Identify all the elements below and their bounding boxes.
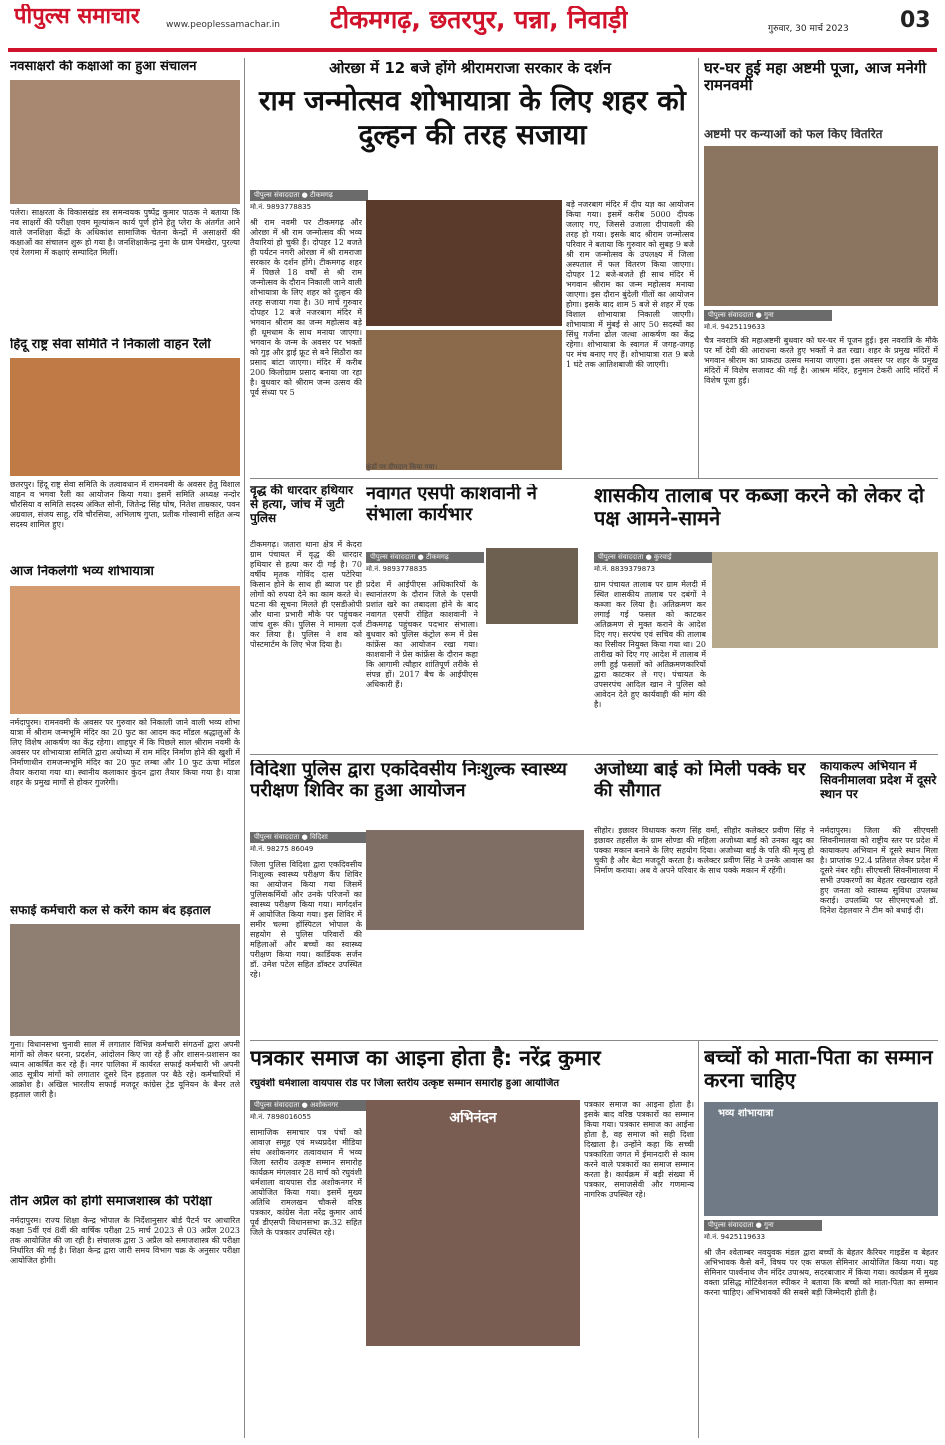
photo-temple-lights	[366, 200, 562, 326]
left-a4-body: गुना। विधानसभा चुनावी साल में लगातार विभिन्न कर्मचारी संगठनों द्वारा अपनी मांगों को लेकर धरना, प्रदर्शन, आंदोलन किए जा रहे हैं और शासन-प्रशासन का ध्यान आकर्षित कर रहे हैं। नगर पालिका में कार्यरत सफाई कर्मचारी भी अपनी आठ सूत्रीय मांगों को लगातार दूसरे दिन हड़ताल पर बैठे रहे। कर्मचारियों में आक्रोश है। अखिल भारतीय सफाई मजदूर कांग्रेस ट्रेड यूनियन के बैनर तले हड़ताल जारी है।	[10, 1040, 240, 1099]
mid-a6-title: कायाकल्प अभियान में सिवनीमालवा प्रदेश में दूसरे स्थान पर	[820, 760, 937, 801]
lead-kicker: ओरछा में 12 बजे होंगे श्रीरामराजा सरकार के दर्शन	[329, 60, 611, 77]
mid-a5-title: अजोध्या बाई को मिली पक्के घर की सौगात	[594, 760, 806, 801]
logo: पीपुल्स समाचार	[14, 4, 140, 29]
mid-a1-title: वृद्ध की धारदार हथियार से हत्या, जांच में जुटी पुलिस	[250, 484, 354, 525]
left-a4-title: सफाई कर्मचारी कल से करेंगे काम बंद हड़ताल	[10, 904, 211, 917]
left-a5-title: तीन अप्रैल को होगी समाजशास्त्र की परीक्षा	[10, 1195, 212, 1209]
lead-mobile: मो.नं. 9893778835	[250, 203, 312, 211]
mid-a1-body: टीकमगढ़। जतारा थाना क्षेत्र में केदरा ग्राम पंचायत में वृद्ध की धारदार हथियार से हत्या कर दी गई है। 70 वर्षीय मृतक गोविंद दास पटेरिया किसान होने के साथ ही ब्याज पर ही लोगों को रुपया देने का काम करते थे। घटना की सूचना मिलते ही एसडीओपी और थाना प्रभारी मौके पर पहुंचकर जांच शुरू की। पुलिस ने मामला दर्ज कर लिया है। पुलिस ने शव को पोस्टमार्टम के लिए भेज दिया है।	[250, 540, 362, 649]
mid-a4-title: विदिशा पुलिस द्वारा एकदिवसीय निःशुल्क स्वास्थ्य परीक्षण शिविर का हुआ आयोजन	[250, 760, 567, 801]
left-a2-title: हिंदू राष्ट्र सेवा समिति ने निकाली वाहन रैली	[10, 338, 211, 352]
mid-a3-byline: पीपुल्स संवाददाता ● कुरवाई	[594, 552, 722, 563]
lower-body-1: सामाजिक समाचार पत्र पंचों को आवाज़ समूह एवं मध्यप्रदेश मीडिया संघ अशोकनगर तत्वावधान में भव्य जिला स्तरीय उत्कृष्ट सम्मान समारोह कार्यक्रम मंगलवार 28 मार्च को रघुवंशी धर्मशाला वायपास रोड अशोकनगर में आयोजित किया गया। इसमें मुख्य अतिथि रामलखन चौकसे वरिष्ठ पत्रकार, कांग्रेस नेता नरेंद्र कुमार आर्य पूर्व डीएसपी विधानसभा क्र.32 सहित जिले के पत्रकार उपस्थित रहे।	[250, 1128, 362, 1237]
left-a1-body: पलेरा। साक्षरता के विकासखंड स्त्र समन्वयक पुष्पेंद्र कुमार पाठक ने बताया कि नव साक्षरों की परीक्षा एवम मूल्यांकन कार्य पूर्ण होने हेतु प्लेरा के अंतर्गत आने वाले जनशिक्षा केंद्रों के अधिकांश सामाजिक चेतना केन्द्रों में असाक्षरों की कक्षाओं का संचालन शुरू हो गया है। जनशिक्षाकेन्द्र नुना के ग्राम पेमखेरा, पुरल्या एवं रेलगमा में कक्षाएं सम्पादित मिलीं।	[10, 208, 240, 257]
column-divider-left	[244, 58, 245, 1438]
section-divider-2	[250, 754, 938, 755]
photo-sp-press-conference	[486, 548, 578, 624]
photo-literacy-class	[10, 80, 240, 204]
right-low-mobile: मो.नं. 9425119633	[704, 1233, 766, 1241]
mid-a6-body: नर्मदापुरम। जिला की सीएचसी सिवनीमालवा को राष्ट्रीय स्तर पर प्रदेश में कायाकल्प अभियान में दूसरे स्थान मिला है। प्राप्तांक 92.4 प्रतिशत लेकर प्रदेश में दूसरे नंबर रही। सीएचसी सिवनीमालवा में सभी उपकरणों का बेहतर रखरखाव रहते हुए जनता को स्वास्थ्य सुविधा उपलब्ध कराई। उपलब्धि पर सीएमएचओ डॉ. दिनेश देहलवार ने टीम को बधाई दी।	[820, 826, 938, 915]
lead-body-2: कुंडों पर दीपदान किया गया।	[366, 463, 438, 471]
right-low-byline: पीपुल्स संवाददाता ● गुना	[704, 1220, 822, 1231]
left-a3-body: नर्मदापुरम। रामनवमी के अवसर पर गुरुवार को निकाली जाने वाली भव्य शोभा यात्रा में श्रीराम जन्मभूमि मंदिर का 20 फुट का आदम कद मॉडल श्रद्धालुओं के लिए विशेष आकर्षण का केंद्र रहेगा। शाहपुर में कि पिछले साल श्रीराम नवमी के अवसर पर शोभायात्रा समिति द्वारा अयोध्या में राम मंदिर निर्माण होने की खुशी में निर्माणाधीन रामजन्मभूमि मंदिर का 20 फुट लम्बा और 10 फुट ऊंचा मॉडल तैयार कराया गया था। स्थानीय कलाकार कुंदन द्वारा तैयार किया गया है। यात्रा शहर के प्रमुख मार्गों से होकर गुजरेगी।	[10, 718, 240, 787]
page-number: 03	[900, 8, 931, 33]
mid-a5-body: सीहोर। इछावर विधायक करण सिंह वर्मा, सीहोर कलेक्टर प्रवीण सिंह ने इछावर तहसील के ग्राम सोण्डा की महिला अजोध्या बाई को उनका खुद का पक्का मकान बनाने के लिए सहयोग दिया। अजोध्या बाई के पति की मृत्यु हो चुकी है और बेटा मजदूरी करता है। कलेक्टर प्रवीण सिंह ने उनके आवास का निर्माण कराया। अब वे अपने परिवार के साथ पक्के मकान में रहेंगी।	[594, 826, 814, 875]
lead-headline: राम जन्मोत्सव शोभायात्रा के लिए शहर को दुल्हन की तरह सजाया	[259, 84, 686, 151]
mid-a4-body: जिला पुलिस विदिशा द्वारा एकदिवसीय निःशुल्क स्वास्थ्य परीक्षण कैंप शिविर का आयोजन किया गया जिसमें पुलिसकर्मियों और उनके परिजनों का स्वास्थ्य परीक्षण किया गया। मार्गदर्शन में आयोजित किया गया। इस शिविर में समीर चल्मा हॉस्पिटल भोपाल के सहयोग से पुलिस परिवारों की महिलाओं और बच्चों का स्वास्थ्य परीक्षण किया गया। कार्डियक सर्जन डॉ. उमेश पटेल सहित डॉक्टर उपस्थित रहे।	[250, 860, 362, 979]
right-low-photo-banner: भव्य शोभायात्रा	[718, 1108, 774, 1119]
date: गुरुवार, 30 मार्च 2023	[768, 24, 849, 34]
lead-body-3: बड़े नजरबाग मंदिर में दीप यज्ञ का आयोजन किया गया। इसमें करीब 5000 दीपक जलाए गए, जिससे उजाला दीपावली की तरह हो गया। इसके बाद श्रीराम जन्मोत्सव परिवार ने बताया कि गुरुवार को सुबह 9 बजे श्री राम जन्मोत्सव के उपलक्ष्य में जिला अस्पताल में फल वितरण किया जाएगा। दोपहर 12 बजे-बजते ही साथ मंदिर में भगवान श्रीराम का जन्म महोत्सव मनाया जाएगा। इस दौरान बुंदेली गीतों का आयोजन होगा। इसके बाद शाम 5 बजे से शहर में एक विशाल शोभायात्रा निकाली जाएगी। शोभायात्रा में मुंबई से आए 50 सदस्यों का सिंधु गर्जना ढोल जत्था आकर्षण का केंद्र रहेगा। शोभायात्रा के स्वागत में जगह-जगह पर मंच बनाए गए हैं। शोभायात्रा रात 9 बजे 1 घंटे तक आतिशबाजी की जाएगी।	[566, 200, 694, 369]
edition-title: टीकमगढ़, छतरपुर, पन्ना, निवाड़ी	[330, 6, 628, 34]
mid-a2-mobile: मो.नं. 9893778835	[366, 565, 428, 573]
masthead	[0, 0, 945, 52]
mid-a2-body: प्रदेश में आईपीएस अधिकारियों के स्थानांतरण के दौरान जिले के एसपी प्रशांत खरे का तबादला होने के बाद नवागत एसपी रोहित काशवानी ने टीकमगढ़ पहुंचकर पदभार संभाला। बुधवार को पुलिस कंट्रोल रूम में प्रेस कांफ्रेंस का आयोजन रखा गया। काशवानी ने प्रेस कांफ्रेंस के दौरान कहा कि आगामी त्यौहार शांतिपूर्ण तरीके से संपन्न हों। 2017 बैच के आईपीएस अधिकारी हैं।	[366, 580, 478, 689]
masthead-divider	[8, 48, 937, 52]
right-top-mobile: मो.नं. 9425119633	[704, 323, 766, 331]
left-a3-title: आज निकलेगी भव्य शोभायात्रा	[10, 565, 154, 579]
photo-pond-land	[712, 552, 938, 648]
right-top-byline: पीपुल्स संवाददाता ● गुना	[704, 310, 832, 321]
website[interactable]: www.peoplessamachar.in	[166, 20, 280, 30]
lower-subtitle: रघुवंशी धर्मशाला वायपास रोड पर जिला स्तरीय उत्कृष्ट सम्मान समारोह हुआ आयोजित	[250, 1078, 560, 1089]
lower-title: पत्रकार समाज का आइना होता है: नरेंद्र कुमार	[250, 1046, 601, 1070]
mid-a4-mobile: मो.नं. 98275 86049	[250, 845, 314, 853]
section-divider-3	[250, 1040, 938, 1041]
lower-photo-banner: अभिनंदन	[449, 1110, 497, 1126]
section-divider-1	[250, 478, 938, 479]
mid-a3-body: ग्राम पंचायत तालाब पर ग्राम मेलदी में स्थित शासकीय तालाब पर दबंगों ने कब्जा कर लिया है। अतिक्रमण कर लगाई गई फसल को काटकर अतिक्रमण से मुक्त कराने के आदेश दिए गए। सरपंच एवं सचिव की तालाब का रिसीवर नियुक्त किया गया था। 20 तारीख को दिए गए आदेश में तालाब में लगी हुई फसलों को अतिक्रमणकारियों द्वारा काटकर ले गए। पंचायत के उपसरपंच आदिल खान ने पुलिस को आवेदन देते हुए कार्यवाही की मांग की है।	[594, 580, 706, 709]
lead-body-1: श्री राम नवमी पर टीकमगढ़ और ओरछा में श्री राम जन्मोत्सव की भव्य तैयारियां हो चुकी हैं। दोपहर 12 बजते ही पर्यटन नगरी ओरछा में श्री रामराजा सरकार के दर्शन होंगे। टीकमगढ़ शहर में पिछले 18 वर्षों से श्री राम जन्मोत्सव के दौरान निकाली जाने वाली शोभायात्रा के लिए शहर को दुल्हन की तरह सजाया गया है। 30 मार्च गुरुवार दोपहर 12 बजे नजरबाग मंदिर में भगवान श्रीराम का जन्म महोत्सव बड़े ही धूमधाम के साथ मनाया जाएगा। भगवान के जन्म के अवसर पर भक्तों को गुड़ और ड्राई फ्रूट से बने सिठौरा का प्रसाद बांटा जाएगा। मंदिर में करीब 200 किलोग्राम प्रसाद बनाया जा रहा है। बुधवार को श्रीराम जन्म उत्सव की पूर्व संध्या पर 5	[250, 218, 362, 397]
column-divider-right	[698, 1040, 699, 1438]
left-a5-body: नर्मदापुरम। राज्य शिक्षा केन्द्र भोपाल के निर्देशानुसार बोर्ड पैटर्न पर आधारित कक्षा 5वीं एवं 8वीं की वार्षिक परीक्षा 25 मार्च 2023 से 03 अप्रैल 2023 तक आयोजित की जा रही है। संचालक द्वारा 3 अप्रैल को समाजशास्त्र की परीक्षा निर्धारित की गई है। शिक्षा केन्द्र द्वारा जारी समय विभाग चक्र के अनुसार परीक्षा आयोजित होगी।	[10, 1216, 240, 1265]
mid-a2-title: नवागत एसपी काशवानी ने संभाला कार्यभार	[366, 484, 537, 525]
photo-kanya-pujan	[704, 146, 938, 306]
photo-sanitation-strike	[10, 924, 240, 1036]
lower-byline: पीपुल्स संवाददाता ● अशोकनगर	[250, 1100, 368, 1111]
photo-award-ceremony	[366, 1100, 580, 1346]
mid-a4-byline: पीपुल्स संवाददाता ● विदिशा	[250, 832, 368, 843]
right-low-body: श्री जैन श्वेताम्बर नवयुवक मंडल द्वारा बच्चों के बेहतर कैरियर गाइडेंस व बेहतर अभिभावक कैसे बनें, विषय पर एक सफल सेमिनार आयोजित किया गया। यह सेमिनार पार्श्वनाथ जैन मंदिर उपाश्रय, सदरबाजार में किया गया। कार्यक्रम में मुख्य वक्ता प्रसिद्ध मोटिवेशनल स्पीकर ने बताया कि बच्चों को माता-पिता का सम्मान करना चाहिए। अभिभावकों की सबसे बड़ी जिम्मेदारी होती है।	[704, 1248, 938, 1297]
right-low-title: बच्चों को माता-पिता का सम्मान करना चाहिए	[704, 1046, 933, 1092]
right-top-body: चैत्र नवरात्रि की महाअष्टमी बुधवार को घर-घर में पूजन हुई। इस नवरात्रि के मौके पर माँ देवी की आराधना करते हुए भक्तों ने व्रत रखा। शहर के प्रमुख मंदिरों में भगवान श्रीराम का प्राकट्य उत्सव मनाया जाएगा। इस अवसर पर शहर के प्रमुख मंदिरों में विशेष सजावट की गई है। आश्रम मंदिर, हनुमान टेकरी आदि मंदिरों में विशेष पूजा हुई।	[704, 336, 938, 385]
left-a2-body: छतरपुर। हिंदू राष्ट्र सेवा समिति के तत्वावधान में रामनवमी के अवसर हेतु विशाल वाहन व भगवा रैली का आयोजन किया गया। इसमें समिति अध्यक्ष नन्दोर चौरसिया व समिति सदस्य अंकित सोनी, जितेन्द्र सिंह घोष, नितेश ताम्रकार, पवन अग्रवाल, संजय साहू, रवि चौरसिया, अभिलाष गुप्ता, प्रतीक गोस्वामी सहित अन्य सदस्य शामिल हुए।	[10, 480, 240, 529]
lower-mobile: मो.नं. 7898016055	[250, 1113, 312, 1121]
left-a1-title: नवसाक्षरों की कक्षाओं का हुआ संचालन	[10, 60, 197, 74]
photo-temple-model	[10, 586, 240, 714]
right-top-title: घर-घर हुई महा अष्टमी पूजा, आज मनेगी रामनवमी	[704, 60, 927, 95]
mid-a2-byline: पीपुल्स संवाददाता ● टीकमगढ़	[366, 552, 484, 563]
lead-byline: पीपुल्स संवाददाता ● टीकमगढ़	[250, 190, 368, 201]
photo-prasad-preparation	[366, 330, 562, 470]
lower-body-2: पत्रकार समाज का आइना होता है। इसके बाद वरिष्ठ पत्रकारों का सम्मान किया गया। पत्रकार समाज का आईना होता है, वह समाज को सही दिशा दिखाता है। उन्होंने कहा कि सच्ची पत्रकारिता जगत में ईमानदारी से काम करने वाले पत्रकारों का समाज सम्मान करता है। कार्यक्रम में बड़ी संख्या में पत्रकार, समाजसेवी और गणमान्य नागरिक उपस्थित रहे।	[584, 1100, 694, 1199]
photo-vehicle-rally	[10, 358, 240, 476]
column-divider-mid	[698, 58, 699, 478]
photo-health-camp	[366, 830, 584, 930]
mid-a3-title: शासकीय तालाब पर कब्जा करने को लेकर दो पक्ष आमने-सामने	[594, 484, 925, 530]
mid-a3-mobile: मो.नं. 8839379873	[594, 565, 656, 573]
right-top-subtitle: अष्टमी पर कन्याओं को फल किए वितरित	[704, 128, 883, 141]
